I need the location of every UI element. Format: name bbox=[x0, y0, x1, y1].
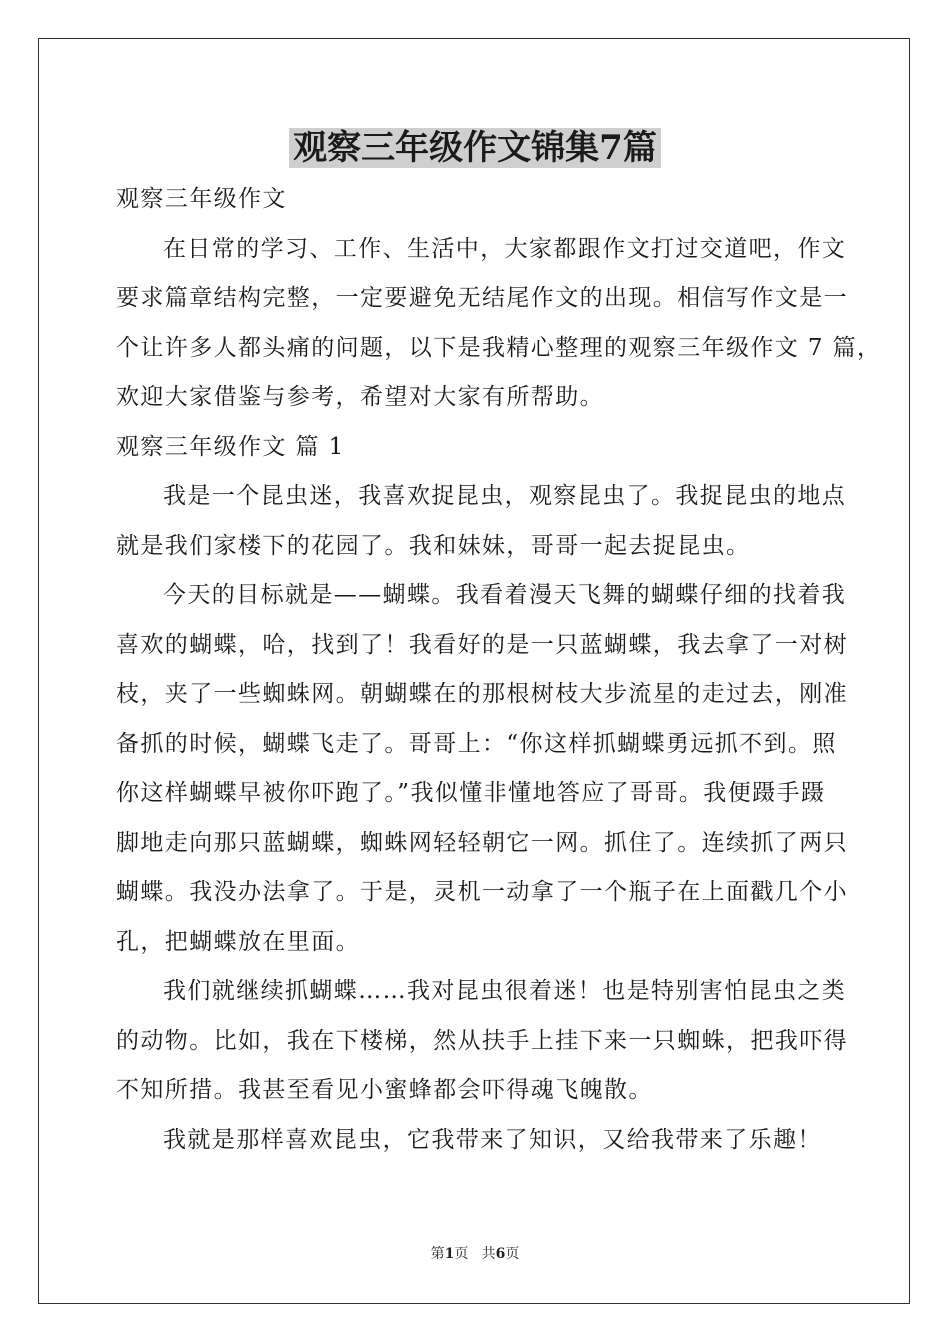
text-line: 孔，把蝴蝶放在里面。 bbox=[116, 928, 360, 955]
footer-page-total: 6 bbox=[495, 1246, 506, 1262]
text-line: 欢迎大家借鉴与参考，希望对大家有所帮助。 bbox=[116, 384, 604, 410]
page-footer bbox=[0, 1244, 950, 1264]
text-line: 喜欢的蝴蝶，哈，找到了！我看好的是一只蓝蝴蝶，我去拿了一对树 bbox=[116, 631, 848, 658]
text-line: 脚地走向那只蓝蝴蝶，蜘蛛网轻轻朝它一网。抓住了。连续抓了两只 bbox=[116, 829, 848, 856]
text-line: 我就是那样喜欢昆虫，它我带来了知识，又给我带来了乐趣！ bbox=[163, 1126, 822, 1153]
text-line: 备抓的时候，蝴蝶飞走了。哥哥上：“你这样抓蝴蝶勇远抓不到。照 bbox=[116, 730, 837, 757]
text-line: 今天的目标就是——蝴蝶。我看着漫天飞舞的蝴蝶仔细的找着我 bbox=[163, 582, 847, 608]
text-line: 观察三年级作文 篇 1 bbox=[116, 433, 345, 460]
text-line: 在日常的学习、工作、生活中，大家都跟作文打过交道吧，作文 bbox=[163, 235, 847, 262]
footer-total-unit: 页 bbox=[505, 1246, 520, 1262]
text-line: 我们就继续抓蝴蝶……我对昆虫很着迷！也是特别害怕昆虫之类 bbox=[163, 978, 847, 1004]
text-line: 枝，夹了一些蜘蛛网。朝蝴蝶在的那根树枝大步流星的走过去，刚准 bbox=[116, 681, 848, 707]
text-line: 不知所措。我甚至看见小蜜蜂都会吓得魂飞魄散。 bbox=[116, 1077, 653, 1103]
text-line: 观察三年级作文 bbox=[116, 186, 287, 212]
text-line: 要求篇章结构完整，一定要避免无结尾作文的出现。相信写作文是一 bbox=[116, 285, 848, 311]
text-line: 你这样蝴蝶早被你吓跑了。”我似懂非懂地答应了哥哥。我便蹑手蹑 bbox=[116, 780, 826, 806]
footer-total-prefix: 共 bbox=[481, 1246, 496, 1262]
footer-page-prefix: 第 bbox=[430, 1246, 445, 1262]
footer-page-current: 1 bbox=[444, 1246, 455, 1262]
footer-page-unit: 页 bbox=[454, 1246, 469, 1262]
document-title-text: 观察三年级作文锦集7篇 bbox=[289, 128, 661, 168]
document-body bbox=[116, 175, 882, 1165]
text-line: 就是我们家楼下的花园了。我和妹妹，哥哥一起去捉昆虫。 bbox=[116, 532, 751, 559]
document-title bbox=[0, 123, 950, 173]
text-line: 个让许多人都头痛的问题，以下是我精心整理的观察三年级作文 7 篇， bbox=[116, 334, 882, 361]
text-line: 的动物。比如，我在下楼梯，然从扶手上挂下来一只蜘蛛，把我吓得 bbox=[116, 1027, 848, 1054]
text-line: 蝴蝶。我没办法拿了。于是，灵机一动拿了一个瓶子在上面戳几个小 bbox=[116, 879, 848, 905]
text-line: 我是一个昆虫迷，我喜欢捉昆虫，观察昆虫了。我捉昆虫的地点 bbox=[163, 483, 847, 509]
